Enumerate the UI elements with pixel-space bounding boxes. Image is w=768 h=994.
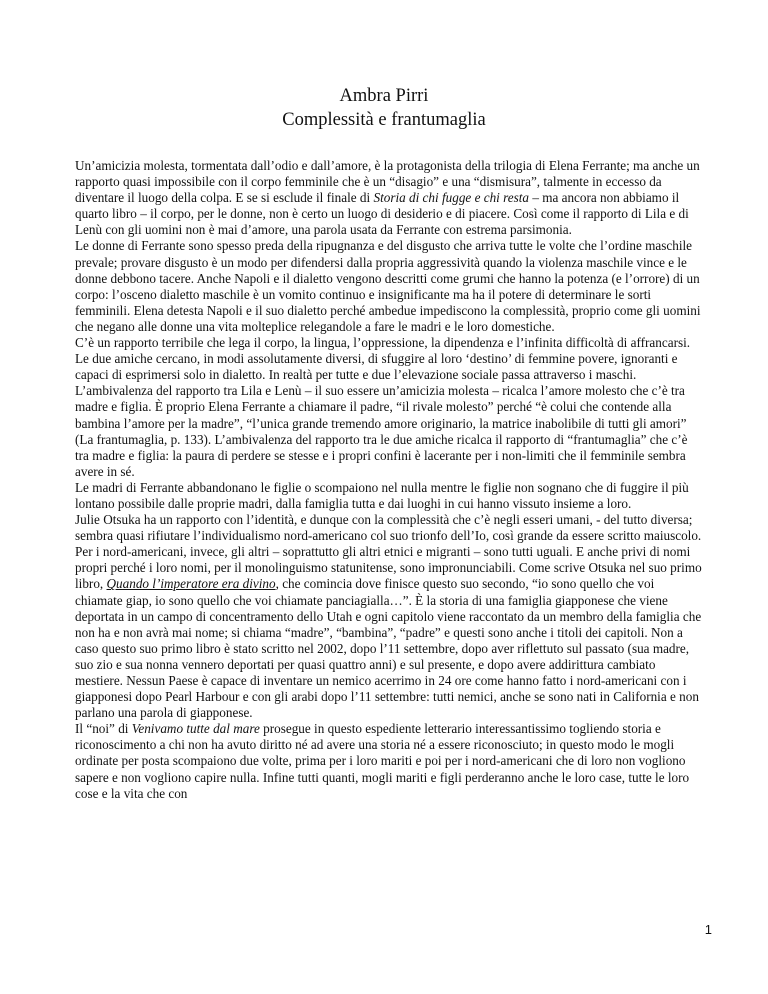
text-run: C’è un rapporto terribile che lega il corpo, la lingua, l’oppressione, la dipendenza e l’infinita difficoltà di affrancarsi. Le due amiche cercano, in modi assolutamente diversi, di sfuggire al loro ‘destino’ di femmine povere, ignoranti e capaci di esprimersi solo in dialetto. In realtà per tutte e due l’elevazione sociale passa attraverso i maschi. <box>75 335 691 383</box>
text-run: Le madri di Ferrante abbandonano le figlie o scompaiono nel nulla mentre le figlie non sognano che di fuggire il più lontano possibile dalle proprie madri, dalla famiglia tutta e dai luoghi in cui hanno vissuto insieme a loro. <box>75 479 689 511</box>
paragraph <box>75 383 703 480</box>
book-title: Quando l’imperatore era divino <box>106 576 276 592</box>
document-title: Complessità e frantumaglia <box>282 110 486 130</box>
text-run: , che comincia dove finisce questo suo secondo, “io sono quello che voi chiamate giap, io sono quello che voi chiamate panciagialla…”. È la storia di una famiglia giapponese che viene deportata in un campo di concentramento dello Utah e ogni capitolo viene raccontato da un membro della famiglia che non ha e non avrà mai nome; si chiama “madre”, “bambina”, “padre” e questi sono anche i titoli dei capitoli. Non a caso questo suo primo libro è stato scritto nel 2002, dopo l’11 settembre, dopo aver riflettuto sul passato (sua madre, suo zio e sua nonna vennero deportati per quasi quattro anni) e sul presente, e dopo avere addirittura cambiato mestiere. Nessun Paese è capace di inventare un nemico acerrimo in 24 ore come hanno fatto i nord-americani con i giapponesi dopo Pearl Harbour e con gli arabi dopo l’11 settembre: tutti nemici, anche se sono nati in California e non parlano una parola di giapponese. <box>75 576 702 721</box>
body-text <box>75 158 703 802</box>
text-run: Il “noi” di <box>75 721 132 737</box>
text-run: L’ambivalenza del rapporto tra Lila e Lenù – il suo essere un’amicizia molesta – ricalca l’amore molesto che c’è tra madre e figlia. È proprio Elena Ferrante a chiamare il padre, “il rivale molesto” perché “è colui che contende alla bambina l’amore per la madre”, “l’unica grande tremendo amore originario, la matrice inabolibile di tutti gli amori” (La frantumaglia, p. 133). L’ambivalenza del rapporto tra le due amiche ricalca il rapporto di “frantumaglia” che c’è tra madre e figlia: la paura di perdere se stesse e i propri confini è lacerante per i non-limiti che il femminile sembra avere in sé. <box>75 383 688 479</box>
book-title: Storia di chi fugge e chi resta <box>373 190 530 206</box>
text-run: – ma ancora non abbiamo il quarto libro – il corpo, per le donne, non è certo un luogo di desiderio e di piacere. Così come il rapporto di Lila e di Lenù con gli uomini non è mai d’amore, una parola usata da Ferrante con estrema parsimonia. <box>75 190 689 238</box>
page-number: 1 <box>704 922 712 937</box>
title-block <box>0 84 768 132</box>
paragraph <box>75 480 703 512</box>
paragraph <box>75 512 703 721</box>
book-title: Venivamo tutte dal mare <box>131 721 260 737</box>
paragraph <box>75 721 703 801</box>
author-name: Ambra Pirri <box>339 86 429 106</box>
paragraph <box>75 335 703 383</box>
paragraph <box>75 238 703 335</box>
text-run: Le donne di Ferrante sono spesso preda della ripugnanza e del disgusto che arriva tutte le volte che l’ordine maschile prevale; provare disgusto è un modo per difendersi dalla propria aggressività quando la violenza maschile vince e le donne debbono tacere. Anche Napoli e il dialetto vengono descritti come grumi che hanno la potenza (e l’orrore) di un corpo: l’osceno dialetto maschile è un vomito continuo e insignificante ma ha il potere di determinare le sorti femminili. Elena detesta Napoli e il suo dialetto perché ambedue impediscono la complessità, proprio come gli uomini che negano alle donne una vita molteplice relegandole a fare le madri e le loro domestiche. <box>75 238 701 334</box>
text-run: Un’amicizia molesta, tormentata dall’odio e dall’amore, è la protagonista della trilogia di Elena Ferrante; ma anche un rapporto quasi impossibile con il corpo femminile che è un “disagio” e una “dismisura”, talmente in eccesso da diventare il luogo della colpa. E se si esclude il finale di <box>75 158 700 206</box>
text-run: prosegue in questo espediente letterario interessantissimo togliendo storia e riconoscimento a chi non ha avuto diritto né ad avere una storia né a essere riconosciuto; in questo modo le mogli ordinate per posta scompaiono due volte, prima per i loro mariti e poi per i nord-americani che di loro non vogliono sapere e non vogliono capire nulla. Infine tutti quanti, mogli mariti e figli perderanno anche le loro case, tutte le loro cose e la vita che con <box>75 721 690 801</box>
text-run: Julie Otsuka ha un rapporto con l’identità, e dunque con la complessità che c’è negli esseri umani, - del tutto diversa; sembra quasi rifiutare l’individualismo nord-americano col suo trionfo dell’Io, così grande da essere scritto maiuscolo. Per i nord-americani, invece, gli altri – soprattutto gli altri etnici e migranti – sono tutti uguali. E anche privi di nomi propri perché i loro nomi, per il monolinguismo statunitense, sono impronunciabili. Come scrive Otsuka nel suo primo libro, <box>75 512 702 592</box>
paragraph <box>75 158 703 238</box>
